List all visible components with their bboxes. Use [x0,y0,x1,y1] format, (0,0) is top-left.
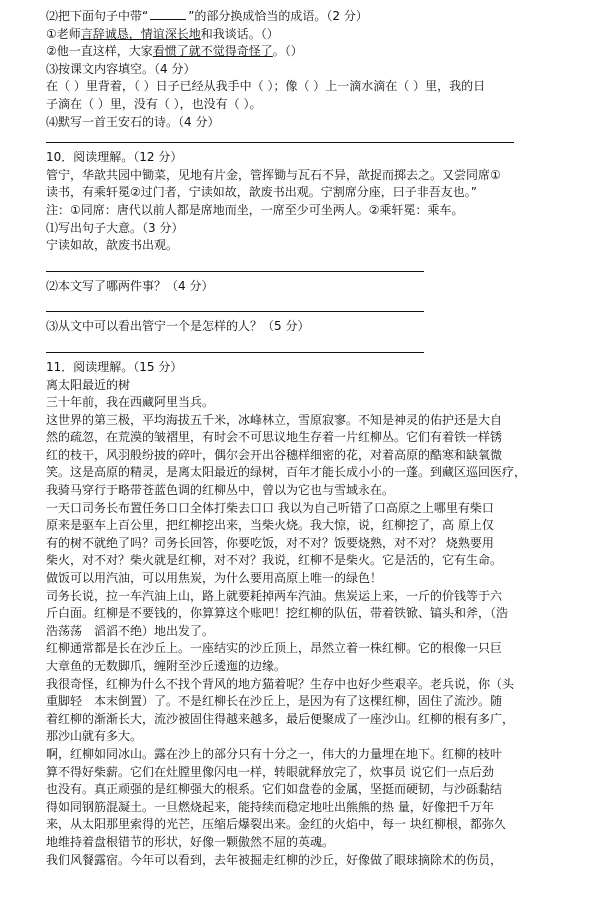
story-title: 离太阳最近的树 [46,377,131,392]
story-line: 浩荡荡 滔滔不绝）地出发了。 [46,623,215,638]
story-line: 笑。这是高原的精灵，是离太阳最近的绿树，百年才能长成小小的一蓬。到藏区巡回医疗， [46,465,527,480]
q9-sentence-1: ①老师言辞诚恳，情谊深长地和我谈话。（） [46,26,279,41]
blank-line [150,8,186,20]
story-line: 柴火，对不对？柴火就是红柳，对不对？我说，红柳不是柴火。它是活的，它有生命。 [46,553,503,568]
q9-sub3: ⑶按课文内容填空。（4 分） [46,61,196,76]
story-line: 原来是驱车上百公里，把红柳挖出来，当柴火烧。我大惊，说，红柳挖了，高 原上仅 [46,518,494,533]
story-line: 我们风餐露宿。今年可以看到，去年被掘走红柳的沙丘，好像做了眼球摘除术的伤员， [46,852,503,867]
answer-line [46,255,424,272]
story-line: 然的疏忽，在荒漠的皱褶里，有时会不可思议地生存着一片红柳丛。它们有着铁一样锈 [46,430,503,445]
answer-rule [46,133,514,143]
story-line: 算不得好柴薪。它们在灶膛里像闪电一样，转眼就释放完了，炊事员 说它们一点后劲 [46,764,494,779]
story-line: 红的枝干，风羽般纷披的碎叶，偶尔会开出谷穗样细密的花，对着高原的酷寒和缺氧微 [46,447,503,462]
story-line: 地维持着盘根错节的形状，好像一颗傲然不屈的英魂。 [46,834,335,849]
q10-passage-line-2: 读书，有乘轩冕②过门者，宁读如故，歆废书出观。宁割席分座，曰子非吾友也。” [46,185,477,200]
story-line: 我很奇怪，红柳为什么不找个背风的地方猫着呢？生存中也好少些艰辛。老兵说，你（头 [46,676,515,691]
q9-fill-line-1: 在（ ）里背着，（ ）日子已经从我手中（ ）；像（ ）上一滴水滴在（ ）里，我的日 [46,79,486,94]
story-line: 我骑马穿行于略带苍蓝色调的红柳丛中，曾以为它也与雪域永在。 [46,483,395,498]
story-line: 大章鱼的无数脚爪，缠附至沙丘逶迤的边缘。 [46,659,287,673]
q10-passage-line-1: 管宁，华歆共园中锄菜，见地有片金，管挥锄与瓦石不异，歆捉而掷去之。又尝同席① [46,167,501,182]
story-line: 司务长说，拉一车汽油上山，路上就要耗掉两车汽油。焦炭运上来，一斤的价钱等于六 [46,588,503,603]
story-line: 有的树不就绝了吗？司务长回答，你要吃饭，对不对？饭要烧熟，对不对？ 烧熟要用 [46,535,494,550]
q10-question-2: ⑵本文写了哪两件事？（4 分） [46,278,214,293]
answer-line [46,295,424,312]
q9-sentence-2: ②他一直这样，大家看惯了就不觉得奇怪了。（） [46,44,303,59]
q10-note: 注：①同席：唐代以前人都是席地而坐，一席至少可坐两人。②乘轩冕：乘车。 [46,202,464,217]
q10-question-1-sentence: 宁读如故，歆废书出观。 [46,238,179,253]
story-line: 一天口司务长布置任务口口全体打柴去口口 我以为自己听错了口高原之上哪里有柴口 [46,500,494,515]
story-line: 斤白面。红柳是不要钱的，你算算这个账吧！挖红柳的队伍，带着铁锨、镐头和斧，（浩 [46,606,509,621]
q10-question-3: ⑶从文中可以看出管宁一个是怎样的人？（5 分） [46,319,310,334]
story-line: 这世界的第三极，平均海拔五千米，冰峰林立，雪原寂寥。不知是神灵的佑护还是大自 [46,412,503,427]
q9-fill-line-2: 子滴在（ ）里，没有（ ），也没有（ ）。 [46,96,262,111]
story-line: 红柳通常都是长在沙丘上。一座结实的沙丘顶上，昂然立着一株红柳。它的根像一只巨 [46,641,503,656]
story-line: 得如同钢筋混凝土。一旦燃烧起来，能持续而稳定地吐出熊熊的热 量，好像把千万年 [46,799,494,814]
story-line: 来，从太阳那里索得的光芒，压缩后爆裂出来。金红的火焰中，每一 块红柳根，都弥久 [46,817,506,832]
story-line: 做饭可以用汽油，可以用焦炭，为什么要用高原上唯一的绿色！ [46,571,383,586]
story-line: 着红柳的渐渐长大，流沙被固住得越来越多，最后便聚成了一座沙山。红柳的根有多广， [46,711,515,726]
story-line: 那沙山就有多大。 [46,729,143,744]
story-line: 重脚轻 本末倒置）了。不是红柳长在沙丘上，是因为有了这棵红柳，固住了流沙。随 [46,694,503,709]
story-line: 啊，红柳如同冰山。露在沙上的部分只有十分之一，伟大的力量埋在地下。红柳的枝叶 [46,746,503,761]
q10-title: 10．阅读理解。（12 分） [46,150,183,165]
story-body [46,394,591,869]
answer-line [46,336,424,353]
q11-title: 11．阅读理解。（15 分） [46,359,183,374]
story-line: 也没有。真正顽强的是红柳强大的根系。它们如盘卷的金属，坚挺而硬韧，与沙砾黏结 [46,782,503,797]
q9-sub2: ⑵把下面句子中带“ ”的部分换成恰当的成语。（2 分） [46,9,368,23]
q9-sub4: ⑷默写一首王安石的诗。（4 分） [46,114,220,129]
story-line: 三十年前，我在西藏阿里当兵。 [46,395,215,410]
q10-question-1: ⑴写出句子大意。（3 分） [46,220,184,235]
